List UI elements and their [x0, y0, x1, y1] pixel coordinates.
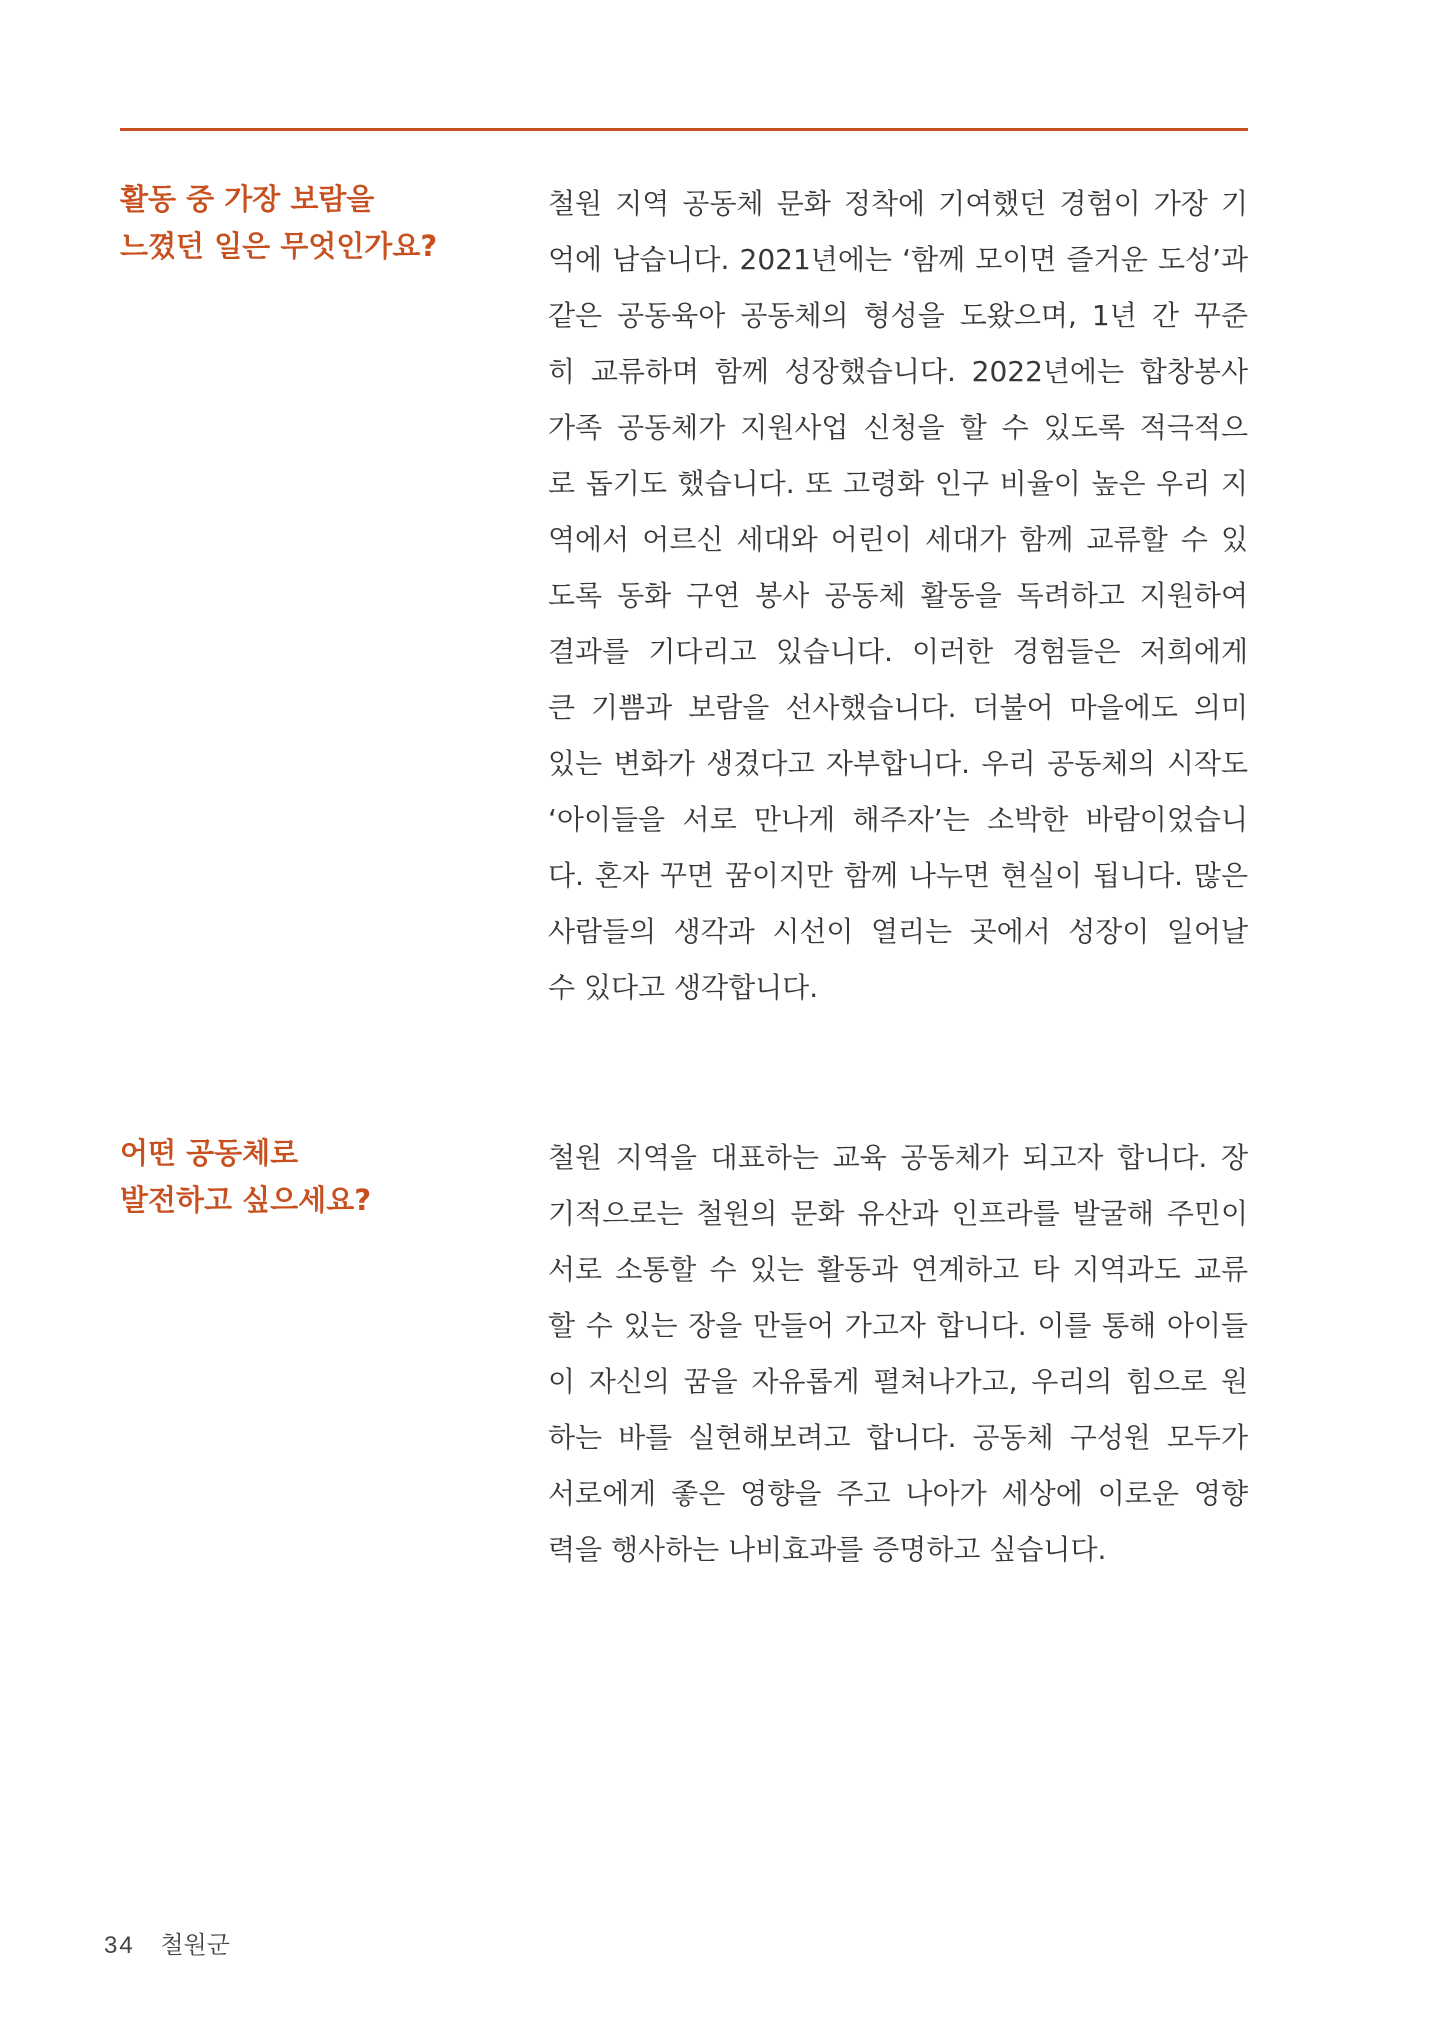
question-line: 발전하고 싶으세요? [120, 1183, 372, 1217]
answer-line: 기적으로는 철원의 문화 유산과 인프라를 발굴해 주민이 [548, 1197, 1248, 1230]
question-line: 어떤 공동체로 [120, 1136, 299, 1170]
answer-line: 하는 바를 실현해보려고 합니다. 공동체 구성원 모두가 [548, 1421, 1248, 1454]
publication-name: 철원군 [160, 1931, 230, 1959]
question-line: 느꼈던 일은 무엇인가요? [120, 229, 438, 263]
page-footer [104, 1925, 230, 1960]
answer-line: 억에 남습니다. 2021년에는 ‘함께 모이면 즐거운 도성’과 [548, 243, 1248, 276]
answer-line: 역에서 어르신 세대와 어린이 세대가 함께 교류할 수 있 [548, 523, 1248, 556]
answer-line: 사람들의 생각과 시선이 열리는 곳에서 성장이 일어날 [548, 915, 1248, 948]
question-heading [120, 176, 480, 270]
answer-line: 같은 공동육아 공동체의 형성을 도왔으며, 1년 간 꾸준 [548, 299, 1248, 332]
answer-line: 력을 행사하는 나비효과를 증명하고 싶습니다. [548, 1533, 1107, 1566]
answer-paragraph [548, 176, 1248, 1016]
answer-line: 이 자신의 꿈을 자유롭게 펼쳐나가고, 우리의 힘으로 원 [548, 1365, 1248, 1398]
answer-line: 로 돕기도 했습니다. 또 고령화 인구 비율이 높은 우리 지 [548, 467, 1248, 500]
answer-paragraph [548, 1130, 1248, 1578]
page-number: 34 [104, 1932, 135, 1959]
answer-line: 도록 동화 구연 봉사 공동체 활동을 독려하고 지원하여 [548, 579, 1248, 612]
question-heading [120, 1130, 480, 1224]
answer-line: 다. 혼자 꾸면 꿈이지만 함께 나누면 현실이 됩니다. 많은 [548, 859, 1248, 892]
answer-line: 큰 기쁨과 보람을 선사했습니다. 더불어 마을에도 의미 [548, 691, 1248, 724]
answer-line: 철원 지역을 대표하는 교육 공동체가 되고자 합니다. 장 [548, 1141, 1248, 1174]
answer-line: 수 있다고 생각합니다. [548, 971, 819, 1004]
answer-line: 철원 지역 공동체 문화 정착에 기여했던 경험이 가장 기 [548, 187, 1248, 220]
answer-line: 가족 공동체가 지원사업 신청을 할 수 있도록 적극적으 [548, 411, 1248, 444]
answer-line: 결과를 기다리고 있습니다. 이러한 경험들은 저희에게 [548, 635, 1248, 668]
answer-line: 서로에게 좋은 영향을 주고 나아가 세상에 이로운 영향 [548, 1477, 1248, 1510]
top-divider [120, 128, 1248, 131]
question-line: 활동 중 가장 보람을 [120, 182, 375, 216]
answer-line: 할 수 있는 장을 만들어 가고자 합니다. 이를 통해 아이들 [548, 1309, 1248, 1342]
answer-line: ‘아이들을 서로 만나게 해주자’는 소박한 바람이었습니 [548, 803, 1248, 836]
answer-line: 서로 소통할 수 있는 활동과 연계하고 타 지역과도 교류 [548, 1253, 1248, 1286]
answer-line: 있는 변화가 생겼다고 자부합니다. 우리 공동체의 시작도 [548, 747, 1248, 780]
answer-line: 히 교류하며 함께 성장했습니다. 2022년에는 합창봉사 [548, 355, 1248, 388]
